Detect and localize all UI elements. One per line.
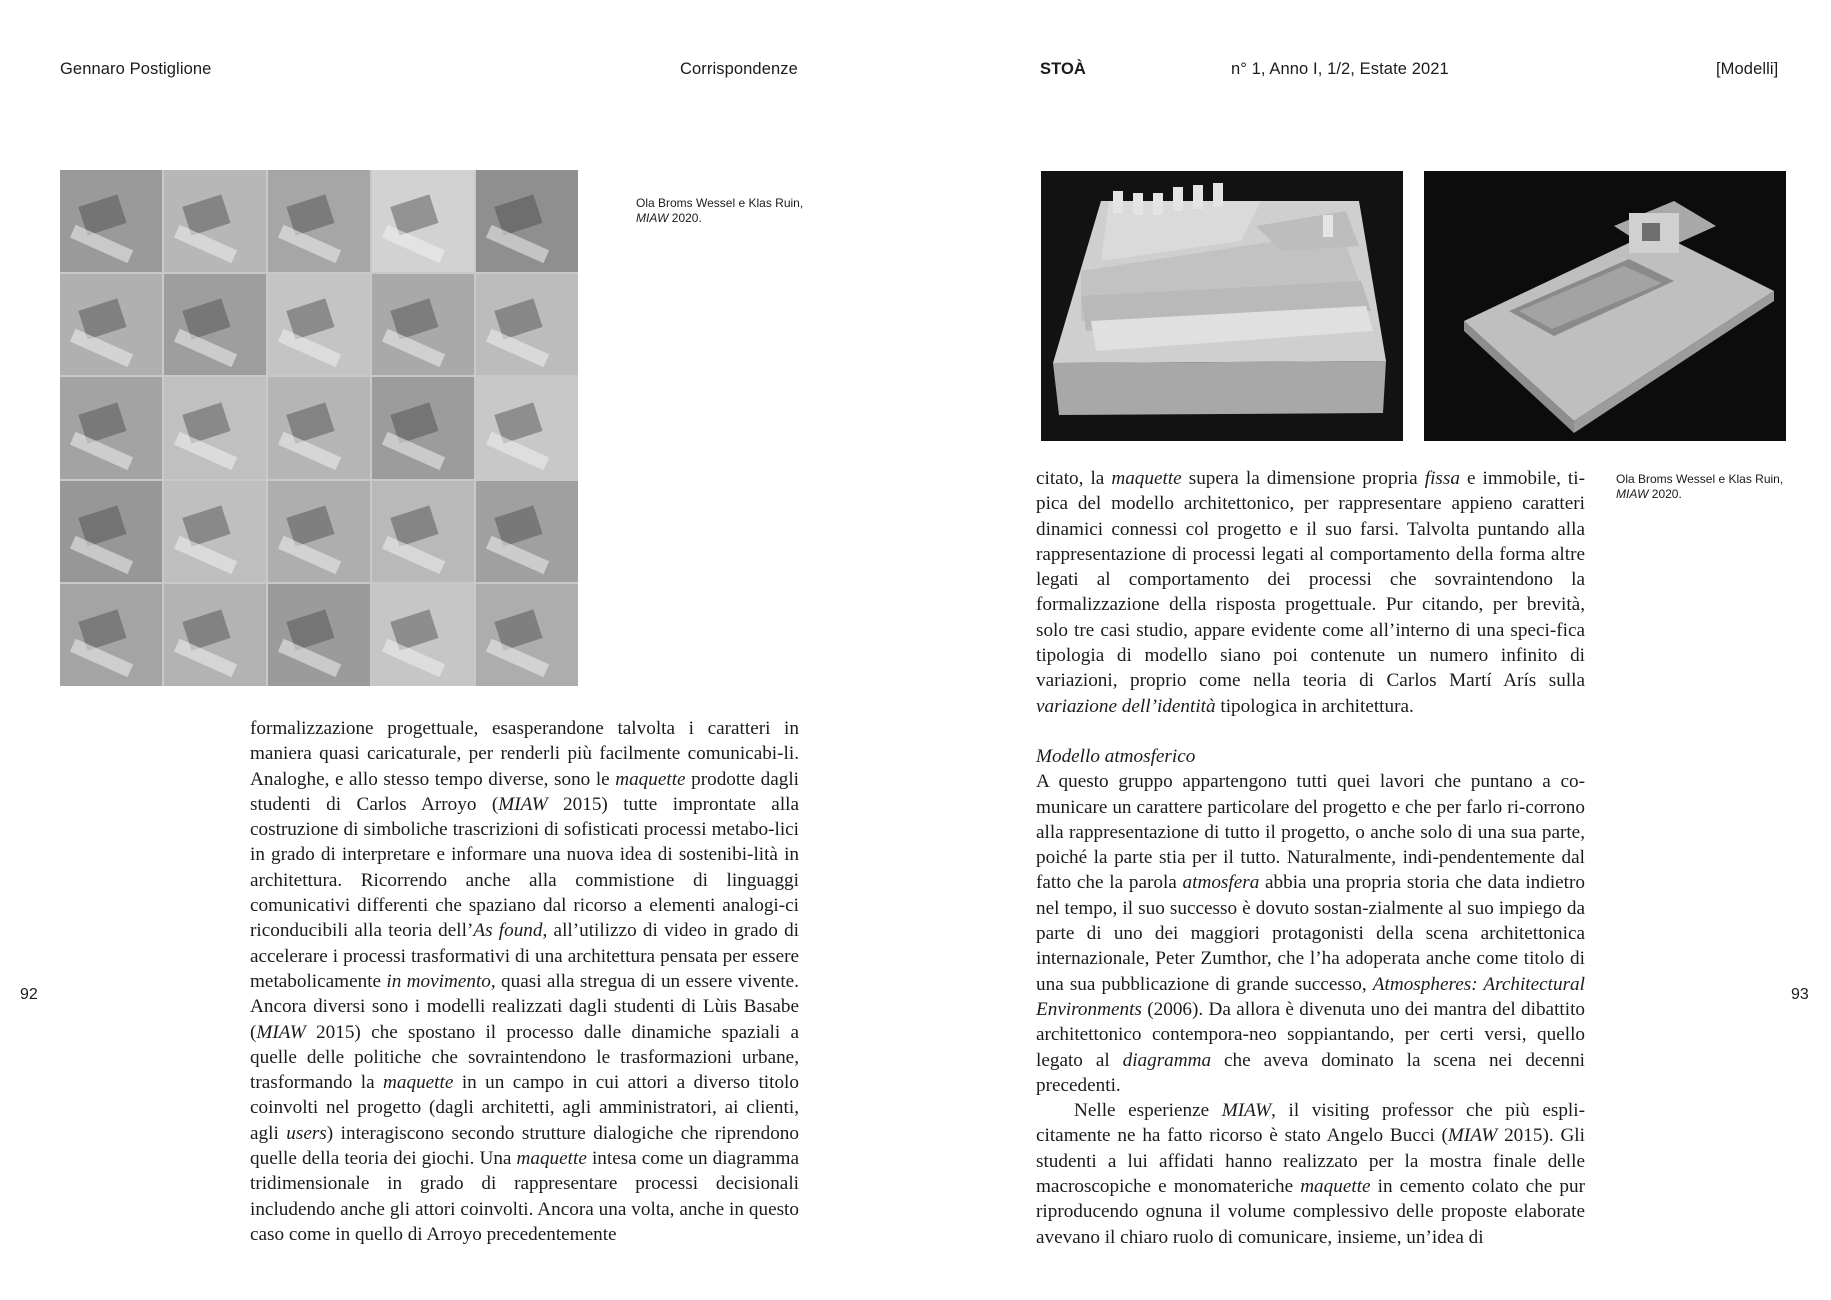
model-tile — [476, 274, 578, 376]
body-paragraph: A questo gruppo appartengono tutti quei lavori che puntano a co-municare un carattere particolare del progetto e che per farlo ri-corrono alla rappresentazione di tutto il progetto, o anche solo di una sua parte, poiché la parte stia per il tutto. Naturalmente, indi-pendentemente dal fatto che la parola atmosfera abbia una propria storia che data indietro nel tempo, il suo successo è dovuto sostan-zialmente al suo impiego da parte di uno dei maggiori protagonisti della scena architettonica internazionale, Peter Zumthor, che l’ha adoperata anche come titolo di una sua pubblicazione di grande successo, Atmospheres: Architectural Environments (2006). Da allora è divenuta uno dei mantra del dibattito architettonico contempora-neo soppiantando, per certi versi, quello legato al diagramma che aveva dominato la scena nei decenni precedenti. — [1036, 771, 1585, 1096]
running-head-author: Gennaro Postiglione — [60, 60, 212, 78]
section-subheading: Modello atmosferico — [1036, 745, 1196, 767]
model-tile — [476, 170, 578, 272]
journal-title: STOÀ — [1040, 60, 1086, 78]
figure-caption-right — [1616, 472, 1796, 502]
model-photo-platform — [1424, 171, 1786, 441]
model-grid-figure — [60, 170, 578, 686]
terrace-model-drawing — [1041, 171, 1403, 441]
model-tile — [60, 481, 162, 583]
page-number-left: 92 — [20, 986, 38, 1003]
body-paragraph: Nelle esperienze MIAW, il visiting professor che più espli-citamente ne ha fatto ricorso è stato Angelo Bucci (MIAW 2015). Gli studenti a lui affidati hanno realizzato per la mostra finale delle macroscopiche e monomateriche maquette in cemento colato che pur riproducendo ognuna il volume complessivo delle proposte elaborate avevano il chiaro ruolo di comunicare, insieme, un’idea di — [1036, 1100, 1585, 1248]
body-paragraph: citato, la maquette supera la dimensione propria fissa e immobile, ti-pica del modello architettonico, per rappresentare appieno caratteri dinamici connessi col progetto e il suo farsi. Talvolta puntando alla rappresentazione di processi legati al comportamento della forma altre legati al comportamento dei processi che sovraintendono la formalizzazione della risposta progettuale. Pur citando, per brevità, solo tre casi studio, appare evidente come all’interno di una speci-fica tipologia di modello siano poi contenute un numero infinito di variazioni, proprio come nella teoria di Carlos Martí Arís sulla variazione dell’identità tipologica in architettura. — [1036, 468, 1585, 717]
model-tile — [372, 584, 474, 686]
model-tile — [268, 377, 370, 479]
model-tile — [60, 170, 162, 272]
figure-caption-left — [636, 196, 816, 226]
model-tile — [164, 274, 266, 376]
model-tile — [60, 274, 162, 376]
model-tile — [164, 584, 266, 686]
model-tile — [268, 584, 370, 686]
model-tile — [60, 584, 162, 686]
body-column-left — [250, 716, 799, 1247]
model-tile — [268, 274, 370, 376]
platform-model-drawing — [1424, 171, 1786, 441]
model-tile — [164, 377, 266, 479]
body-column-right — [1036, 466, 1585, 1250]
model-tile — [268, 481, 370, 583]
caption-credit: Ola Broms Wessel e Klas Ruin, — [636, 196, 804, 210]
model-tile — [268, 170, 370, 272]
caption-year: MIAW 2020. — [636, 211, 702, 225]
model-photo-terraces — [1041, 171, 1403, 441]
body-paragraph: formalizzazione progettuale, esasperandone talvolta i caratteri in maniera quasi caricaturale, per renderli più facilmente comunicabi-li. Analoghe, e allo stesso tempo diverse, sono le maquette prodotte dagli studenti di Carlos Arroyo (MIAW 2015) tutte improntate alla costruzione di simboliche trascrizioni di sofisticati processi metabo-lici in grado di interpretare e informare una nuova idea di sostenibi-lità in architettura. Ricorrendo anche alla commistione di linguaggi comunicativi differenti che spaziano dal ricorso a elementi analogi-ci riconducibili alla teoria dell’As found, all’utilizzo di video in grado di accelerare i processi trasformativi di una architettura pensata per essere metabolicamente in movimento, quasi alla stregua di un essere vivente. Ancora diversi sono i modelli realizzati dagli studenti di Lùis Basabe (MIAW 2015) che spostano il processo dalle dinamiche spaziali a quelle delle politiche che sovraintendono le trasformazioni urbane, trasformando la maquette in un campo in cui attori a diverso titolo coinvolti nel progetto (dagli architetti, agli amministratori, ai clienti, agli users) interagiscono secondo strutture dialogiche che riprendono quelle della teoria dei giochi. Una maquette intesa come un diagramma tridimensionale in grado di rappresentare processi decisionali includendo anche gli attori coinvolti. Ancora una volta, anche in questo caso come in quello di Arroyo precedentemente — [250, 718, 799, 1245]
model-tile — [164, 481, 266, 583]
caption-credit: Ola Broms Wessel e Klas Ruin, — [1616, 472, 1784, 486]
model-tile — [60, 377, 162, 479]
model-tile — [476, 481, 578, 583]
model-tile — [372, 481, 474, 583]
model-tile — [476, 377, 578, 479]
model-tile — [164, 170, 266, 272]
running-head-section-right: [Modelli] — [1716, 60, 1779, 78]
model-tile — [372, 170, 474, 272]
running-head-section: Corrispondenze — [680, 60, 798, 78]
model-tile — [372, 274, 474, 376]
model-tile — [372, 377, 474, 479]
model-tile — [476, 584, 578, 686]
issue-info: n° 1, Anno I, 1/2, Estate 2021 — [1231, 60, 1449, 78]
page-number-right: 93 — [1791, 986, 1809, 1003]
caption-year: MIAW 2020. — [1616, 487, 1682, 501]
